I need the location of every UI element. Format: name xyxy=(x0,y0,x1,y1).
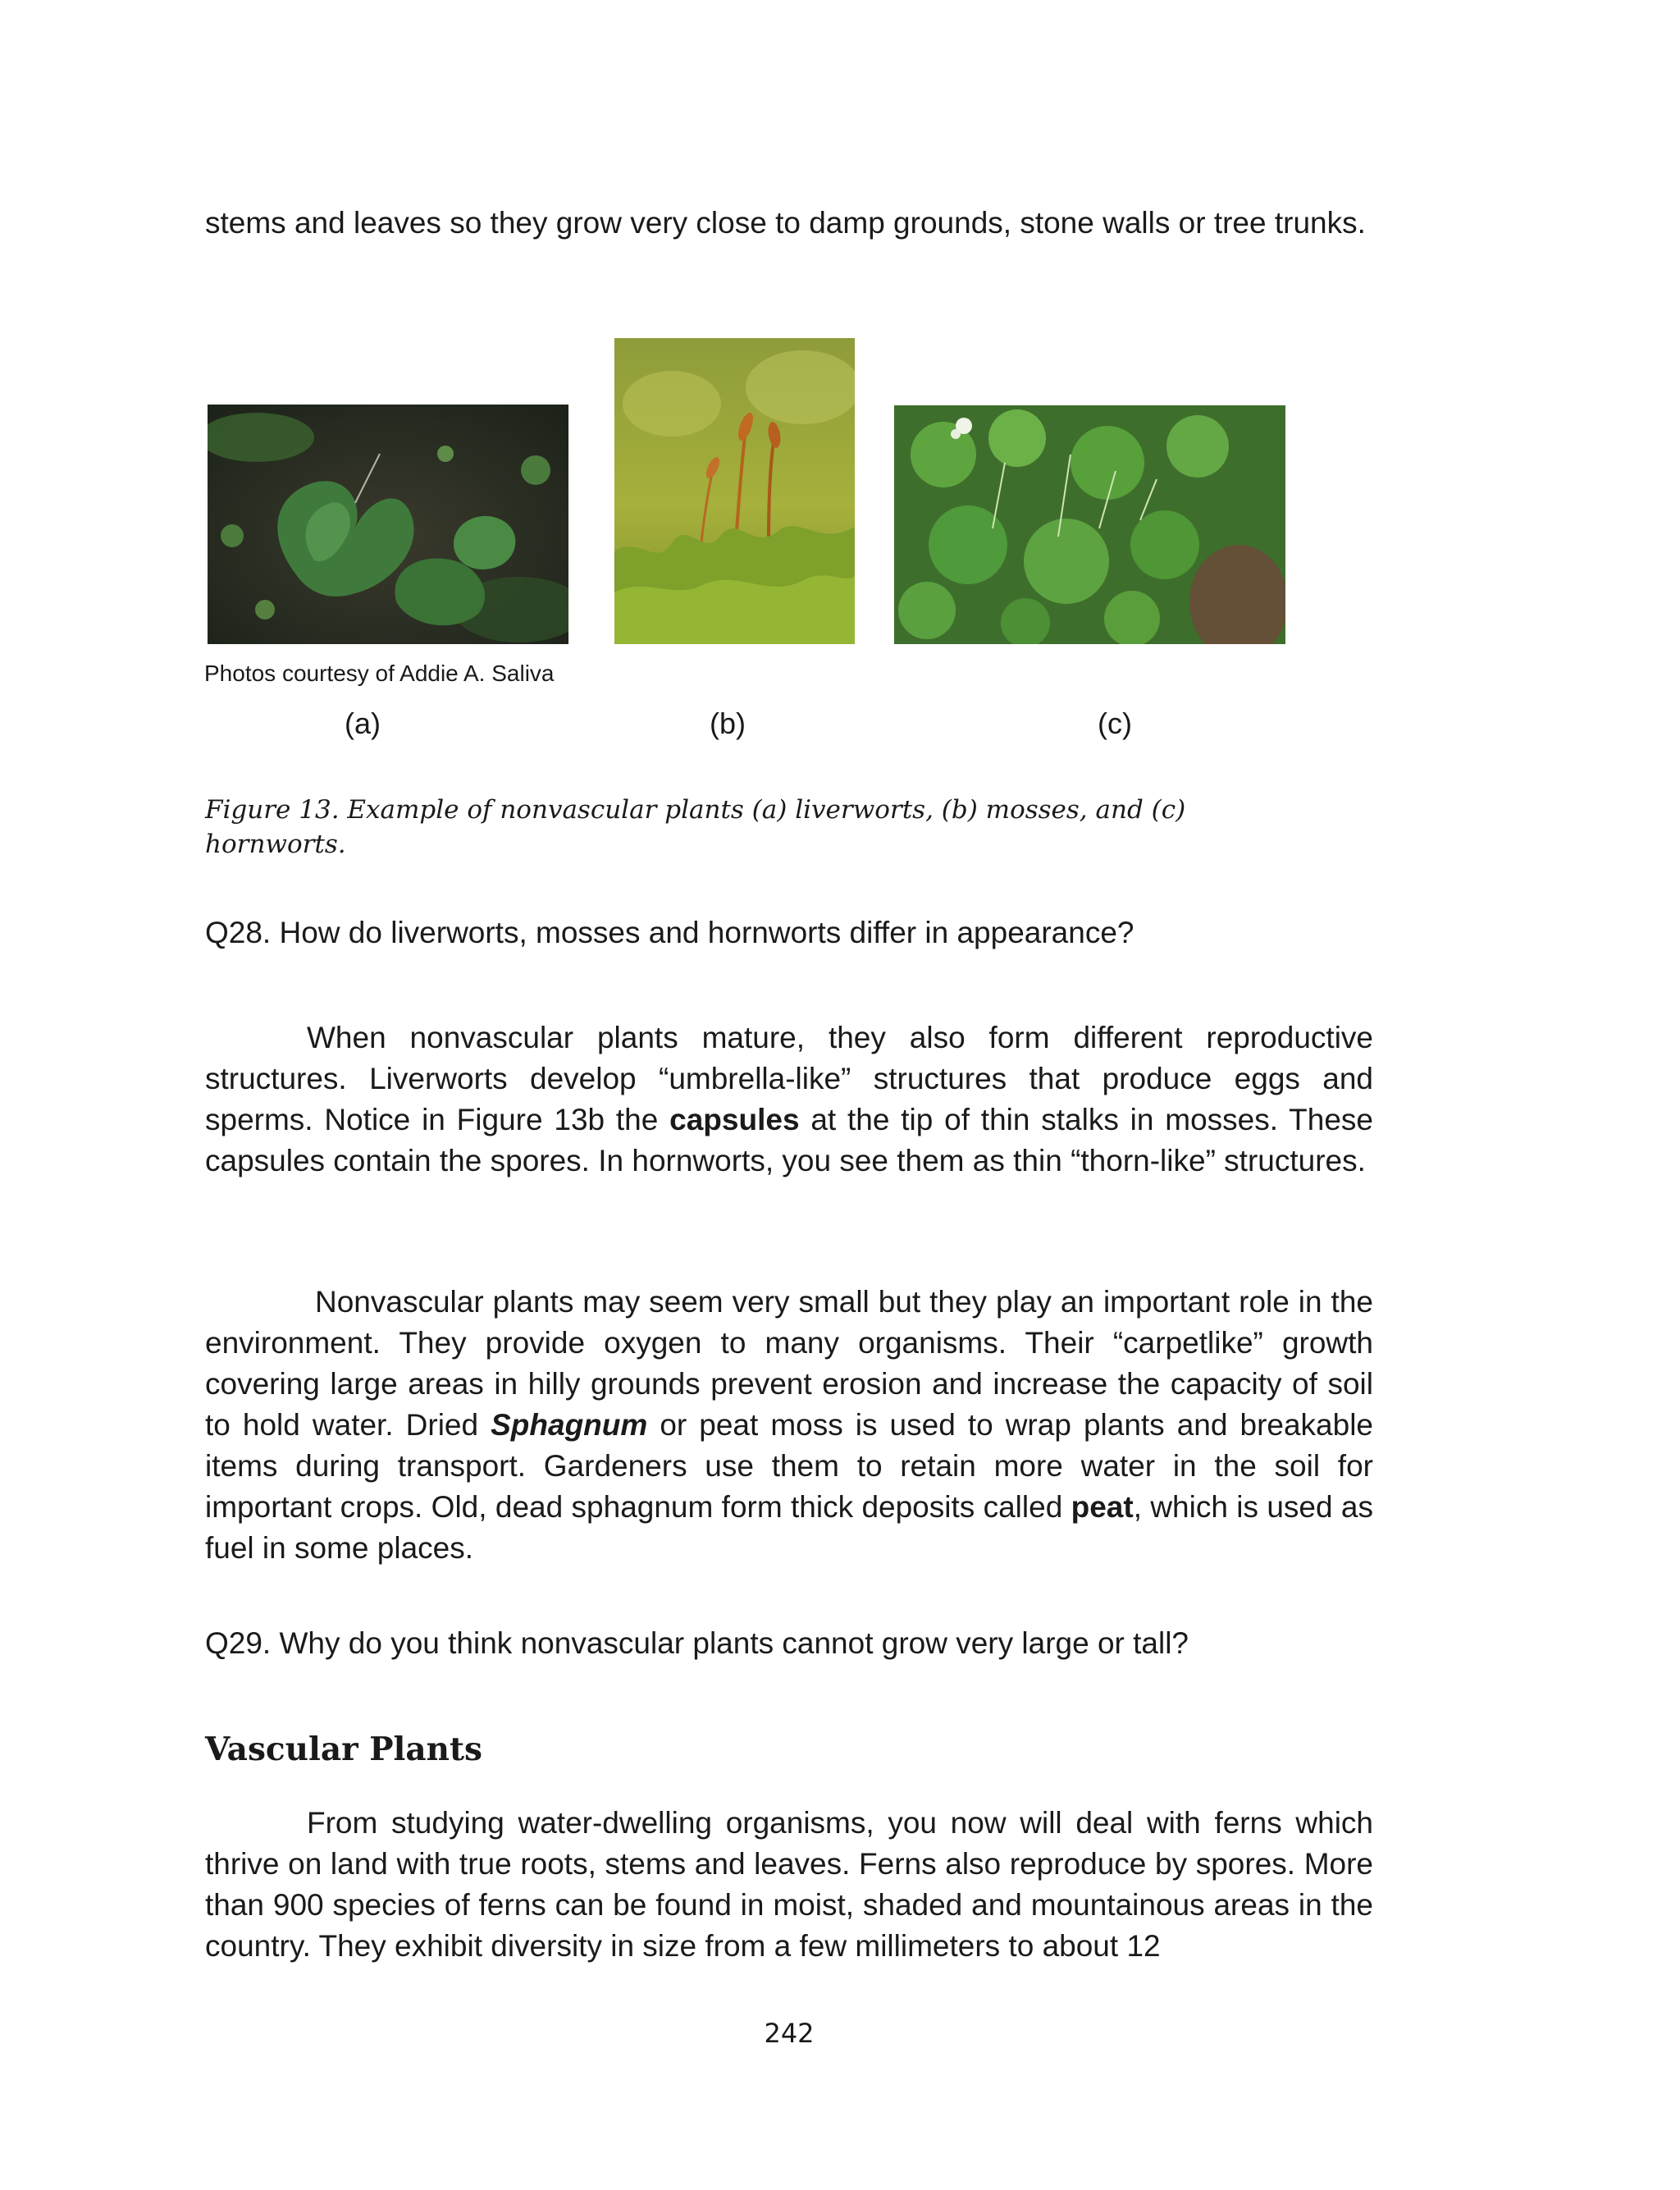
label-b: (b) xyxy=(710,706,746,740)
top-paragraph-text: stems and leaves so they grow very close to damp grounds, stone walls or tree trunks. xyxy=(205,206,1366,240)
label-a: (a) xyxy=(345,706,381,740)
photo-liverworts xyxy=(208,405,568,644)
question-q29: Q29. Why do you think nonvascular plants cannot grow very large or tall? xyxy=(205,1626,1189,1660)
question-q28: Q28. How do liverworts, mosses and hornworts differ in appearance? xyxy=(205,916,1134,949)
figure-caption: Figure 13. Example of nonvascular plants (a) liverworts, (b) mosses, and (c) hornworts. xyxy=(205,795,1186,859)
vascular-paragraph-text: From studying water-dwelling organisms, you now will deal with ferns which thrive on land with true roots, stems and leaves. Ferns also reproduce by spores. More than 900 species of ferns can be found in moist, shaded and mountainous areas in the country. They exhibit diversity in size from a few millimeters to about 12 xyxy=(205,1806,1373,1963)
term-peat: peat xyxy=(1071,1490,1134,1524)
reproductive-paragraph xyxy=(205,1017,1373,1182)
term-capsules: capsules xyxy=(669,1103,800,1136)
label-c: (c) xyxy=(1098,706,1132,740)
page-number: 242 xyxy=(764,2018,815,2049)
environment-text-1: Nonvascular plants may seem very small but they play an important role in the environment. They provide oxygen to many organisms. Their “carpetlike” growth covering large areas in hilly grounds prevent erosion and increase the capacity of soil to hold water. Dried xyxy=(205,1285,1373,1442)
environment-text-3: , which is used as fuel in some places. xyxy=(205,1490,1373,1565)
photo-mosses xyxy=(614,338,855,644)
vascular-paragraph xyxy=(205,1803,1373,1967)
reproductive-text-2: at the tip of thin stalks in mosses. These capsules contain the spores. In hornworts, you see them as thin “thorn-like” structures. xyxy=(205,1103,1373,1177)
term-sphagnum: Sphagnum xyxy=(491,1408,648,1442)
environment-paragraph xyxy=(205,1282,1373,1569)
top-paragraph xyxy=(205,203,1373,244)
section-heading-vascular-plants: Vascular Plants xyxy=(205,1731,482,1768)
environment-text-2: or peat moss is used to wrap plants and breakable items during transport. Gardeners use them to retain more water in the soil for important crops. Old, dead sphagnum form thick deposits called xyxy=(205,1408,1374,1524)
photo-credit: Photos courtesy of Addie A. Saliva xyxy=(204,661,555,686)
photo-hornworts xyxy=(894,405,1285,644)
reproductive-text-1: When nonvascular plants mature, they also form different reproductive structures. Liverworts develop “umbrella-like” structures that produce eggs and sperms. Notice in Figure 13b the xyxy=(205,1021,1373,1136)
